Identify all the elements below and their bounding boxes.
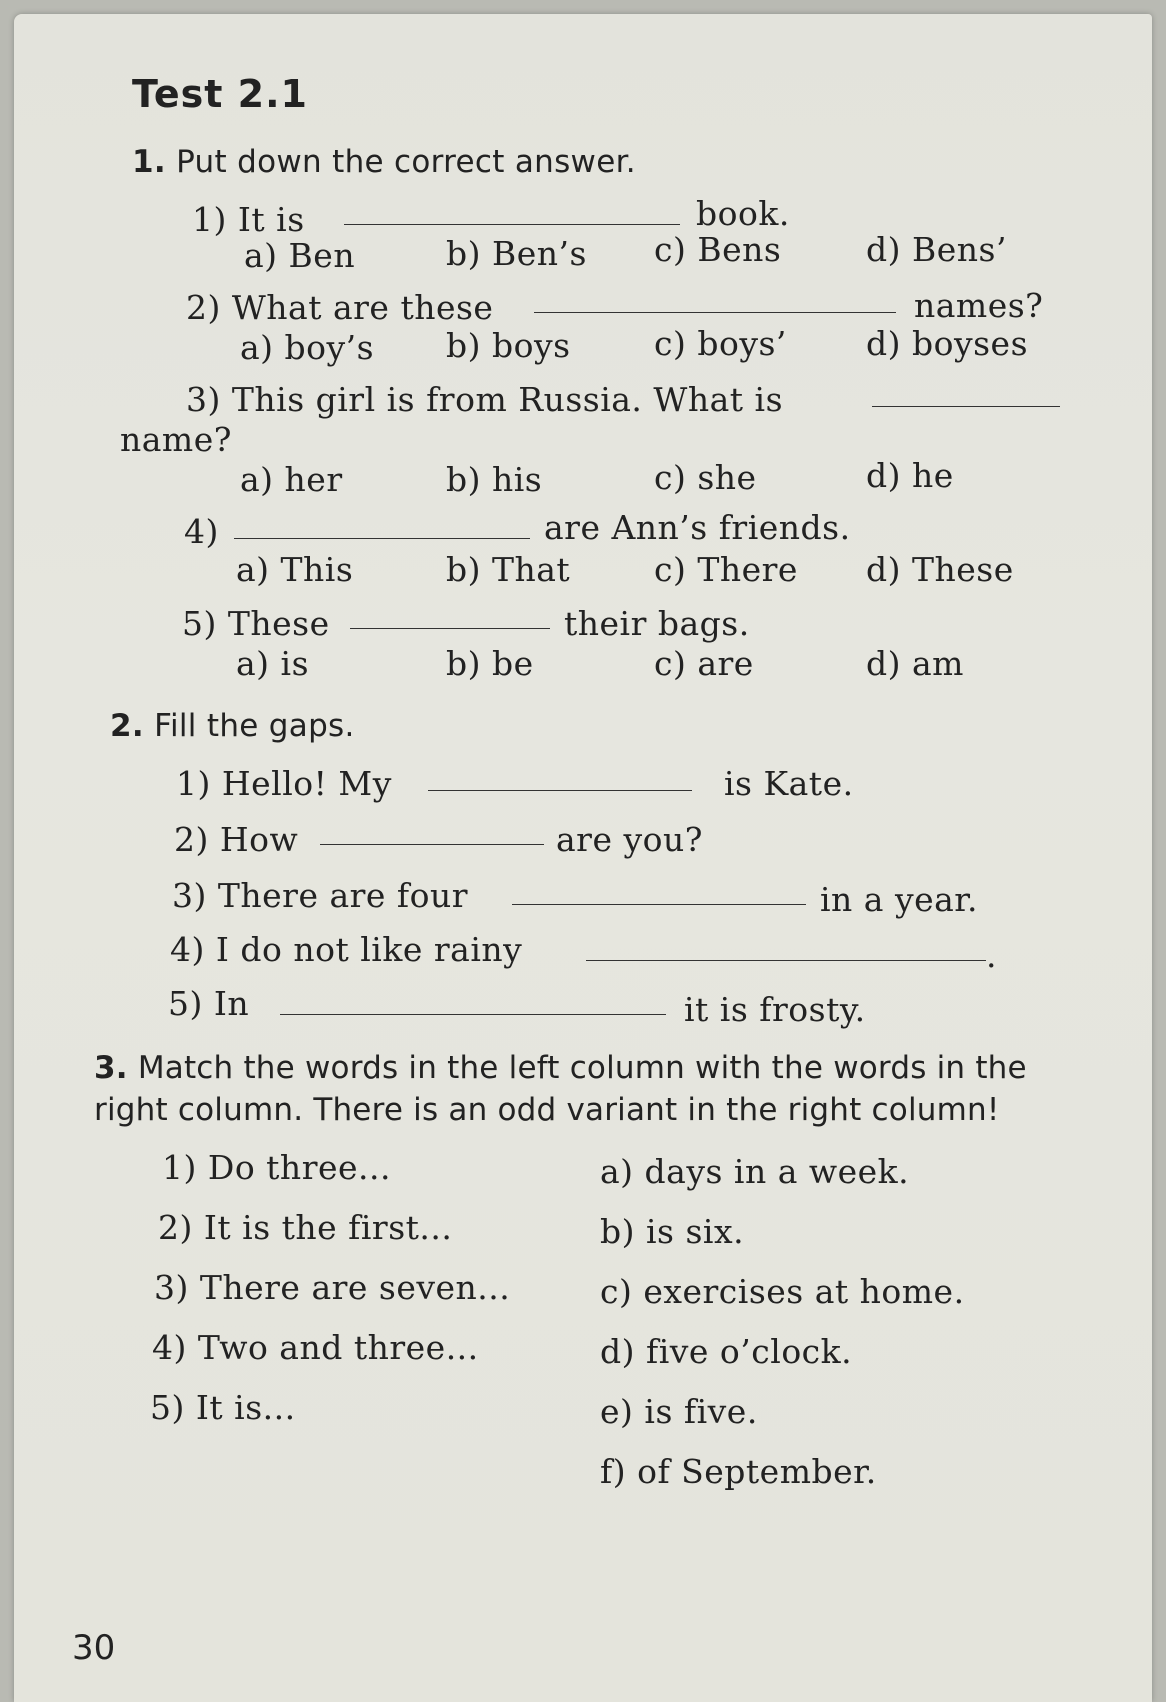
stem-text: What are these — [231, 288, 494, 327]
option-a: a) her — [240, 460, 343, 499]
match-right-c: c) exercises at home. — [600, 1272, 965, 1311]
match-left-2: 2) It is the first... — [158, 1208, 453, 1247]
gap-text-before: In — [213, 984, 250, 1023]
task1-item2-stem — [186, 288, 493, 327]
gap-blank[interactable] — [586, 960, 986, 961]
task2-item3-before — [172, 876, 468, 915]
option-b: b) Ben’s — [446, 234, 587, 273]
gap-text-after: it is frosty. — [684, 990, 866, 1029]
gap-text-before: There are four — [217, 876, 469, 915]
match-left-3: 3) There are seven... — [154, 1268, 511, 1307]
task1-heading — [132, 144, 636, 180]
task3-number: 3. — [94, 1050, 128, 1086]
option-c: c) Bens — [654, 230, 782, 269]
item-number: 2) — [186, 288, 221, 327]
item-number: 2) — [174, 820, 209, 859]
stem-text-after: book. — [696, 194, 790, 233]
page-number: 30 — [72, 1628, 116, 1668]
match-right-a: a) days in a week. — [600, 1152, 910, 1191]
task2-item1-before — [176, 764, 392, 803]
stem-text-after: are Ann’s friends. — [544, 508, 851, 547]
match-right-b: b) is six. — [600, 1212, 745, 1251]
option-d: d) am — [866, 644, 964, 683]
stem-text: These — [227, 604, 330, 643]
option-c: c) she — [654, 458, 757, 497]
stem-text: It is — [237, 200, 305, 239]
task2-number: 2. — [110, 708, 144, 744]
gap-text-after: is Kate. — [724, 764, 854, 803]
task3-instruction-line1 — [94, 1046, 1027, 1090]
match-right-f: f) of September. — [600, 1452, 877, 1491]
task1-item1-stem — [192, 200, 305, 239]
task1-item3-stem — [186, 380, 783, 419]
task1-item5-stem — [182, 604, 330, 643]
item-number: 4) — [170, 930, 205, 969]
match-right-e: e) is five. — [600, 1392, 758, 1431]
task2-item5-before — [168, 984, 249, 1023]
item-number: 1) — [176, 764, 211, 803]
option-d: d) Bens’ — [866, 230, 1007, 269]
gap-text-before: How — [219, 820, 299, 859]
item-number: 5) — [182, 604, 217, 643]
option-b: b) That — [446, 550, 571, 589]
option-c: c) are — [654, 644, 754, 683]
option-b: b) his — [446, 460, 543, 499]
answer-blank[interactable] — [534, 312, 896, 313]
gap-text-before: I do not like rainy — [215, 930, 523, 969]
stem-text-after: names? — [914, 286, 1044, 325]
item-number: 5) — [168, 984, 203, 1023]
task3-instruction-line2: right column. There is an odd variant in the right column! — [94, 1092, 1000, 1128]
answer-blank[interactable] — [234, 538, 530, 539]
option-b: b) boys — [446, 326, 571, 365]
task2-instruction: Fill the gaps. — [154, 708, 355, 744]
instruction-text: Match the words in the left column with the words in the — [137, 1050, 1027, 1086]
option-a: a) boy’s — [240, 328, 375, 367]
match-right-d: d) five o’clock. — [600, 1332, 853, 1371]
option-b: b) be — [446, 644, 534, 683]
stem-text-after: name? — [120, 420, 232, 459]
option-a: a) is — [236, 644, 310, 683]
task1-item4-number: 4) — [184, 512, 219, 551]
gap-blank[interactable] — [512, 904, 806, 905]
answer-blank[interactable] — [344, 224, 680, 225]
option-a: a) Ben — [244, 236, 356, 275]
task1-instruction: Put down the correct answer. — [176, 144, 636, 180]
answer-blank[interactable] — [350, 628, 550, 629]
option-c: c) There — [654, 550, 798, 589]
stem-text-after: their bags. — [564, 604, 750, 643]
task2-heading — [110, 708, 355, 744]
gap-blank[interactable] — [280, 1014, 666, 1015]
gap-blank[interactable] — [428, 790, 692, 791]
option-a: a) This — [236, 550, 354, 589]
workbook-page — [14, 14, 1152, 1702]
match-left-5: 5) It is... — [150, 1388, 296, 1427]
test-title: Test 2.1 — [132, 72, 308, 116]
answer-blank[interactable] — [872, 406, 1060, 407]
gap-text-after: are you? — [556, 820, 703, 859]
match-left-4: 4) Two and three... — [152, 1328, 479, 1367]
task2-item2-before — [174, 820, 298, 859]
gap-text-before: Hello! My — [221, 764, 392, 803]
task1-number: 1. — [132, 144, 166, 180]
gap-text-after: in a year. — [820, 880, 978, 919]
item-number: 3) — [186, 380, 221, 419]
option-c: c) boys’ — [654, 324, 787, 363]
match-left-1: 1) Do three... — [162, 1148, 391, 1187]
item-number: 3) — [172, 876, 207, 915]
stem-text: This girl is from Russia. What is — [231, 380, 783, 419]
option-d: d) boyses — [866, 324, 1029, 363]
gap-text-after: . — [986, 936, 997, 975]
option-d: d) These — [866, 550, 1014, 589]
item-number: 1) — [192, 200, 227, 239]
task2-item4-before — [170, 930, 522, 969]
gap-blank[interactable] — [320, 844, 544, 845]
option-d: d) he — [866, 456, 954, 495]
